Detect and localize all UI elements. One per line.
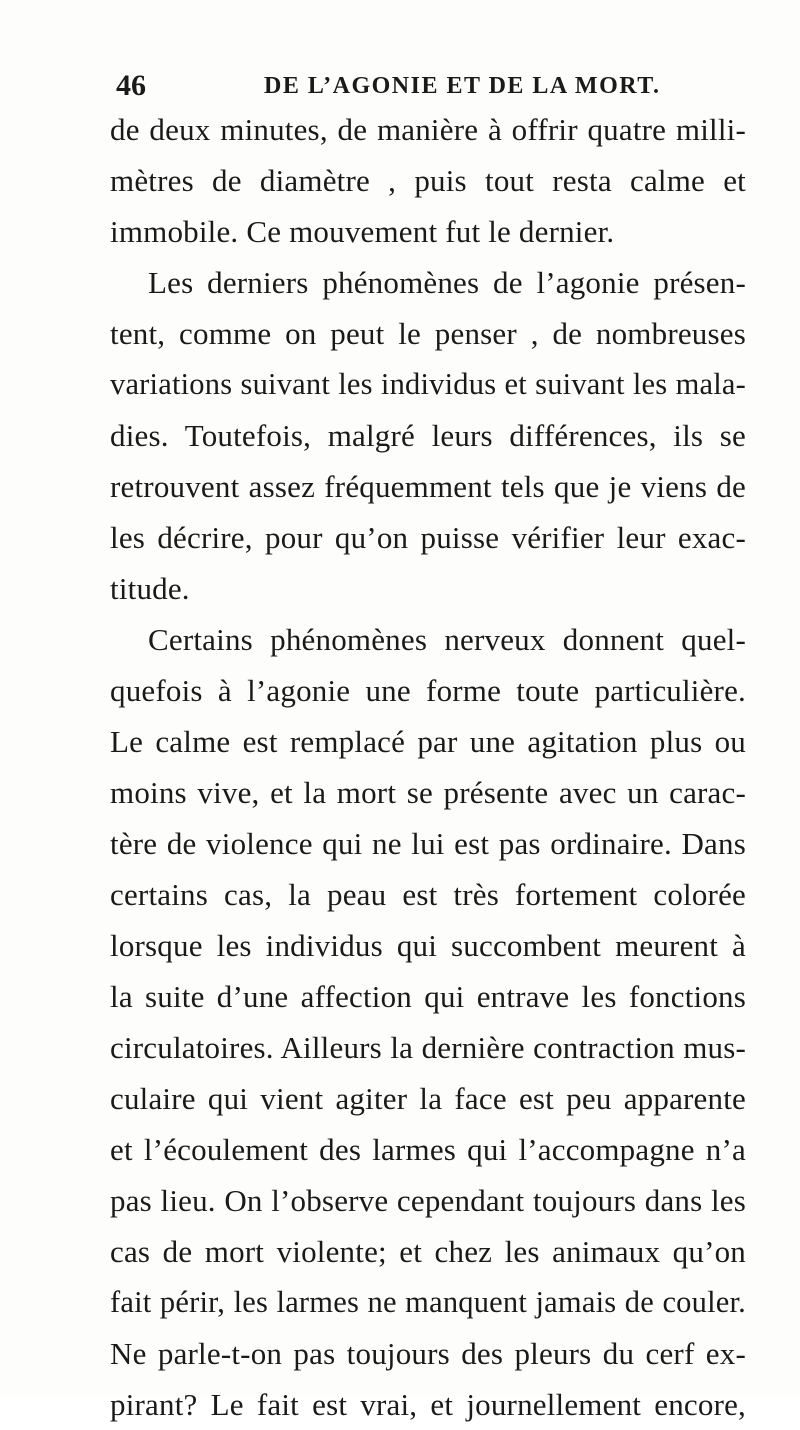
text-line: pirant? Le fait est vrai, et journellement encore, <box>110 1387 746 1422</box>
text-line: immobile. Ce mouvement fut le dernier. <box>110 214 615 249</box>
text-line: retrouvent assez fréquemment tels que je viens de <box>110 469 746 504</box>
body-text <box>110 104 746 1430</box>
text-line: Les derniers phénomènes de l’agonie présen- <box>148 265 746 300</box>
text-line: Ne parle-t-on pas toujours des pleurs du cerf ex- <box>110 1336 746 1371</box>
text-line: fait périr, les larmes ne manquent jamais de couler. <box>110 1285 746 1319</box>
text-line: tent, comme on peut le penser , de nombreuses <box>110 316 746 351</box>
text-line: et l’écoulement des larmes qui l’accompagne n’a <box>110 1132 746 1167</box>
text-line: la suite d’une affection qui entrave les fonctions <box>110 979 746 1014</box>
text-line: tère de violence qui ne lui est pas ordinaire. Dans <box>110 826 746 861</box>
text-line: lorsque les individus qui succombent meurent à <box>110 928 746 963</box>
text-line: moins vive, et la mort se présente avec un carac- <box>110 775 746 810</box>
text-line: de deux minutes, de manière à offrir quatre milli- <box>110 112 746 147</box>
text-line: pas lieu. On l’observe cependant toujours dans les <box>110 1183 746 1218</box>
text-line: mètres de diamètre , puis tout resta calme et <box>110 163 746 198</box>
text-line: quefois à l’agonie une forme toute particulière. <box>110 673 746 708</box>
text-line: variations suivant les individus et suivant les mala- <box>110 367 746 401</box>
text-line: Le calme est remplacé par une agitation plus ou <box>110 724 746 759</box>
page-number: 46 <box>116 69 146 102</box>
text-line: dies. Toutefois, malgré leurs différences, ils se <box>110 418 746 453</box>
page-header <box>116 66 736 106</box>
text-line: certains cas, la peau est très fortement colorée <box>110 877 746 912</box>
running-title: DE L’AGONIE ET DE LA MORT. <box>264 73 661 99</box>
text-line: culaire qui vient agiter la face est peu apparente <box>110 1081 746 1116</box>
text-line: Certains phénomènes nerveux donnent quel- <box>148 622 746 657</box>
text-line: cas de mort violente; et chez les animaux qu’on <box>110 1234 746 1269</box>
text-line: les décrire, pour qu’on puisse vérifier leur exac- <box>110 520 746 555</box>
text-line: circulatoires. Ailleurs la dernière contraction mus- <box>110 1030 746 1065</box>
text-line: titude. <box>110 571 190 606</box>
